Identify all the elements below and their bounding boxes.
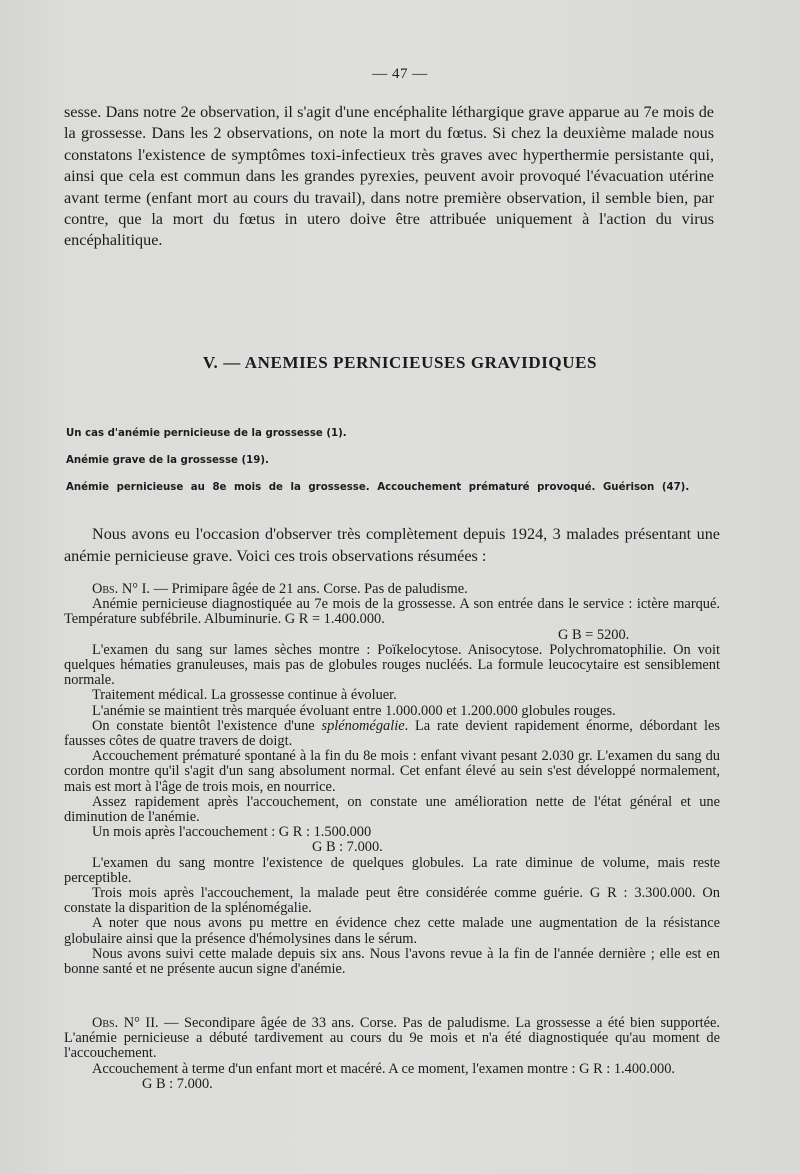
obs1-paragraph: Un mois après l'accouchement : G R : 1.500.000 <box>92 824 372 841</box>
obs1-text: On constate bientôt l'existence d'une <box>92 717 322 734</box>
reference-item: Anémie grave de la grossesse (19). <box>66 455 269 466</box>
intro-text: sesse. Dans notre 2e observation, il s'agit d'une encéphalite léthargique grave apparue au 7e mois de la grossesse. Dans les 2 observations, on note la mort du fœtus. Si chez la deuxième malade nous constatons l'existence de symptômes toxi-infectieux très graves avec hyperthermie persistante qui, ainsi que cela est commun dans les grandes pyrexies, peuvent avoir provoqué l'évacuation utérine avant terme (enfant mort au cours du travail), dans notre première observation, il semble bien, par contre, que la mort du fœtus in utero doive être attribuée uniquement à l'action du virus encéphalitique. <box>64 103 714 250</box>
obs2-gb-value: G B : 7.000. <box>142 1075 213 1092</box>
obs1-paragraph: Traitement médical. La grossesse continue à évoluer. <box>92 687 397 704</box>
obs1-paragraph: L'examen du sang sur lames sèches montre : Poïkelocytose. Anisocytose. Polychromatophilie. On voit quelques hématies granuleuses, mais pas de globules rouges nucléés. La formule leucocytaire est sensiblement normale. <box>64 641 720 689</box>
lead-text: Nous avons eu l'occasion d'observer très complètement depuis 1924, 3 malades présentant une anémie pernicieuse grave. Voici ces trois observations résumées : <box>64 525 720 565</box>
reference-item: Anémie pernicieuse au 8e mois de la grossesse. Accouchement prématuré provoqué. Guérison (47). <box>66 482 690 493</box>
obs1-paragraph: A noter que nous avons pu mettre en évidence chez cette malade une augmentation de la résistance globulaire ainsi que la présence d'hémolysines dans le sérum. <box>64 915 720 947</box>
obs1-paragraph: Assez rapidement après l'accouchement, on constate une amélioration nette de l'état général et une diminution de l'anémie. <box>64 793 720 826</box>
obs2-paragraph: Accouchement à terme d'un enfant mort et macéré. A ce moment, l'examen montre : G R : 1.400.000. <box>92 1060 676 1077</box>
obs1-gb-value: G B : 7.000. <box>312 839 383 856</box>
obs1-paragraph <box>64 719 720 749</box>
page-number: — 47 — <box>372 66 428 82</box>
obs1-paragraph: L'anémie se maintient très marquée évoluant entre 1.000.000 et 1.200.000 globules rouges. <box>92 702 616 719</box>
obs1-first: — Primipare âgée de 21 ans. Corse. Pas de paludisme. <box>153 581 468 597</box>
obs2-first-line <box>64 1016 720 1062</box>
reference-item: Un cas d'anémie pernicieuse de la grossesse (1). <box>66 428 347 439</box>
obs1-paragraph: Nous avons suivi cette malade depuis six ans. Nous l'avons revue à la fin de l'année dernière ; elle est en bonne santé et ne présente aucun signe d'anémie. <box>64 945 720 978</box>
lead-paragraph <box>64 524 720 567</box>
obs1-paragraph: L'examen du sang montre l'existence de quelques globules. La rate diminue de volume, mais reste perceptible. <box>64 854 720 886</box>
obs1-text: . La rate devient rapidement énorme, débordant les fausses côtes de quatre travers de doigt. <box>64 717 720 750</box>
obs1-first-line <box>64 582 720 597</box>
obs1-heading: Obs. N° I. <box>92 581 150 597</box>
observation-1 <box>64 582 720 977</box>
obs2-first: — Secondipare âgée de 33 ans. Corse. Pas de paludisme. La grossesse a été bien supportée. L'anémie pernicieuse a débuté tardivement au cours du 9e mois et n'a été diagnostiquée qu'au moment de l'accouchement. <box>64 1015 721 1062</box>
section-title: V. — ANEMIES PERNICIEUSES GRAVIDIQUES <box>202 353 598 372</box>
obs1-paragraph: Trois mois après l'accouchement, la malade peut être considérée comme guérie. G R : 3.300.000. On constate la disparition de la splénomégalie. <box>64 885 720 917</box>
observation-2 <box>64 1016 720 1092</box>
obs1-emphasis: splénomégalie <box>321 717 405 734</box>
obs1-paragraph: Anémie pernicieuse diagnostiquée au 7e mois de la grossesse. A son entrée dans le service : ictère marqué. Température subfébrile. Albuminurie. G R = 1.400.000. <box>64 596 720 628</box>
obs2-heading: Obs. N° II. <box>92 1015 159 1031</box>
obs1-paragraph: Accouchement prématuré spontané à la fin du 8e mois : enfant vivant pesant 2.030 gr. L'examen du sang du cordon montre qu'il s'agit d'un sang absolument normal. Cet enfant élevé au sein s'est développé normalement, mais est mort à l'âge de trois mois, en nourrice. <box>64 748 720 795</box>
intro-paragraph <box>64 102 714 252</box>
obs1-gb-value: G B = 5200. <box>558 626 630 643</box>
